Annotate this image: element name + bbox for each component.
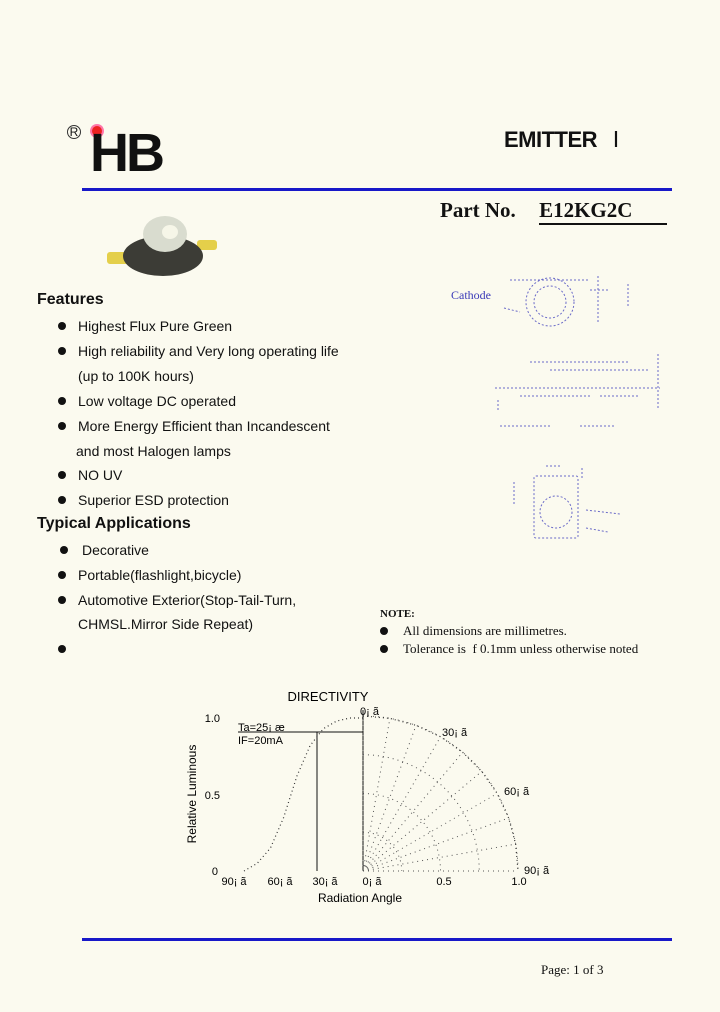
applications-heading: Typical Applications	[37, 515, 191, 532]
page-number: Page: 1 of 3	[541, 962, 604, 977]
ytick-label: 1.0	[204, 713, 220, 725]
bottom-view	[514, 466, 620, 538]
polar-label: 90¡ ã	[524, 865, 550, 877]
bullet	[380, 627, 388, 635]
xtick-label: 0¡ ã	[362, 876, 382, 888]
polar-label: 30¡ ã	[442, 727, 468, 739]
application-item: CHMSL.Mirror Side Repeat)	[78, 616, 254, 632]
xtick-label: 0.5	[436, 876, 452, 888]
xtick-label: 60¡ ã	[267, 876, 293, 888]
application-item: Portable(flashlight,bicycle)	[78, 567, 242, 583]
part-number: E12KG2C	[539, 198, 667, 225]
part-label: Part No.	[440, 198, 516, 222]
polar-radial	[363, 752, 463, 871]
application-item: Decorative	[82, 542, 149, 558]
condition-if: IF=20mA	[238, 735, 283, 747]
note-item: Tolerance is f 0.1mm unless otherwise noted	[403, 641, 639, 656]
polar-radial	[363, 718, 390, 871]
condition-ta: Ta=25¡ æ	[238, 722, 285, 734]
part-number-row	[440, 198, 667, 225]
polar-arc	[363, 716, 518, 871]
header-rule	[82, 188, 672, 191]
feature-item: More Energy Efficient than Incandescent	[78, 418, 330, 434]
polar-label: 60¡ ã	[504, 786, 530, 798]
product-photo	[105, 210, 225, 280]
polar-label: 0¡ ã	[360, 706, 379, 718]
page-title	[504, 127, 619, 153]
bullet	[60, 546, 68, 554]
feature-item: Superior ESD protection	[78, 492, 229, 508]
directivity-chart	[180, 684, 560, 914]
feature-item: NO UV	[78, 467, 123, 483]
footer-rule	[82, 938, 672, 941]
top-view	[504, 276, 628, 326]
logo: HB	[90, 123, 162, 183]
bullet	[58, 571, 66, 579]
feature-item: Highest Flux Pure Green	[78, 318, 233, 334]
dimension-drawing	[490, 270, 670, 550]
feature-item: Low voltage DC operated	[78, 393, 236, 409]
ytick-label: 0	[211, 866, 218, 878]
bullet	[58, 496, 66, 504]
polar-radial	[363, 844, 516, 871]
polar-radial	[363, 725, 416, 871]
note-item: All dimensions are millimetres.	[403, 623, 567, 638]
xtick-label: 30¡ ã	[312, 876, 338, 888]
side-view	[495, 354, 660, 426]
bullet	[58, 397, 66, 405]
title-text: EMITTER	[504, 127, 598, 152]
cathode-label: Cathode	[451, 288, 491, 302]
title-suffix: Ⅰ	[612, 127, 619, 152]
polar-radial	[363, 818, 509, 871]
bullet	[58, 322, 66, 330]
feature-item: (up to 100K hours)	[78, 368, 194, 384]
bullet	[380, 645, 388, 653]
polar-radial	[363, 771, 482, 871]
chart-ylabel: Relative Luminous	[185, 744, 199, 844]
chart-title: DIRECTIVITY	[287, 689, 369, 704]
polar-curve	[363, 716, 518, 871]
note-heading: NOTE:	[380, 608, 415, 620]
features-heading: Features	[37, 291, 104, 308]
polar-arc	[363, 832, 402, 871]
polar-arc	[363, 794, 441, 872]
registered-mark: R	[67, 125, 81, 139]
bullet	[58, 645, 66, 653]
application-item: Automotive Exterior(Stop-Tail-Turn,	[78, 592, 297, 608]
xtick-label: 1.0	[511, 876, 527, 888]
bullet	[58, 596, 66, 604]
ytick-label: 0.5	[204, 790, 220, 802]
xtick-label: 90¡ ã	[221, 876, 247, 888]
bullet	[58, 347, 66, 355]
feature-item: High reliability and Very long operating life	[78, 343, 339, 359]
feature-item: and most Halogen lamps	[76, 443, 231, 459]
chart-xlabel: Radiation Angle	[317, 891, 403, 905]
led-dome-highlight	[162, 225, 178, 239]
bullet	[58, 422, 66, 430]
bullet	[58, 471, 66, 479]
